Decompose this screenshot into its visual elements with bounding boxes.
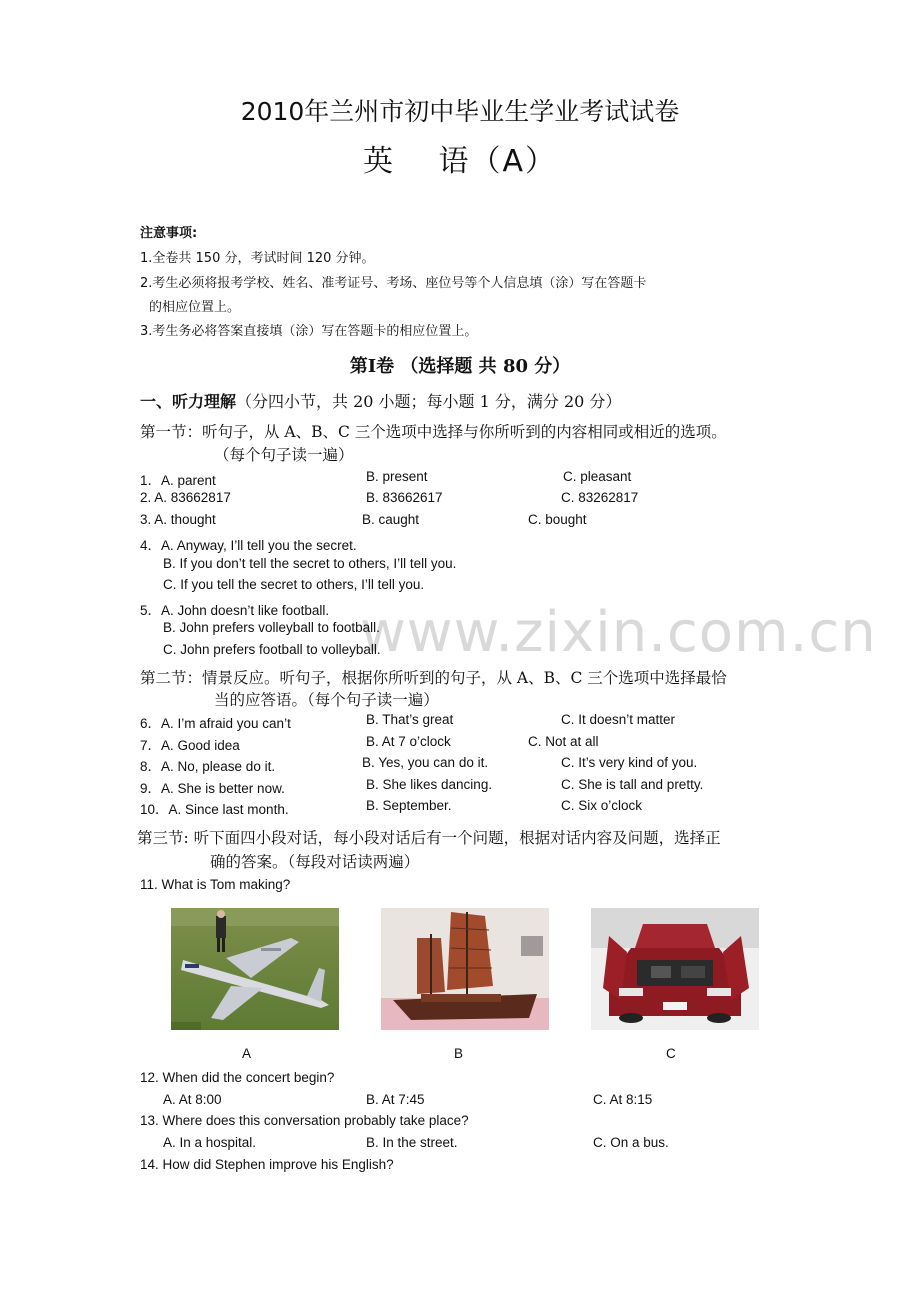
q3-option-c: C. bought — [528, 512, 587, 527]
exam-subtitle: 英 语（A） — [362, 144, 558, 179]
q7-option-a: 7．A. Good idea — [140, 738, 240, 753]
q8-option-b: B. Yes, you can do it. — [362, 755, 489, 770]
q9-option-a: 9．A. She is better now. — [140, 781, 285, 796]
q10-option-b: B. September. — [366, 798, 452, 813]
note-line: 2.考生必须将报考学校、姓名、准考证号、考场、座位号等个人信息填（涂）写在答题卡 — [140, 276, 647, 291]
q9-option-c: C. She is tall and pretty. — [561, 777, 704, 792]
part1-heading-bold: 一、听力理解 — [140, 392, 237, 411]
note-line: 3.考生务必将答案直接填（涂）写在答题卡的相应位置上。 — [140, 324, 478, 339]
airplane-model-image — [171, 908, 339, 1030]
q13-option-b: B. In the street. — [366, 1135, 458, 1150]
q6-option-b: B. That’s great — [366, 712, 454, 727]
q5-option-c: C. John prefers football to volleyball. — [163, 642, 381, 657]
sec1-instruction-2: （每个句子读一遍） — [214, 446, 354, 464]
sec3-instruction-2: 确的答案。（每段对话读两遍） — [210, 853, 420, 871]
q4-option-c: C. If you tell the secret to others, I’ll tell you. — [163, 577, 425, 592]
q7-option-c: C. Not at all — [528, 734, 599, 749]
sec2-instruction: 第二节：情景反应。听句子，根据你所听到的句子，从 A、B、C 三个选项中选择最恰 — [140, 669, 727, 687]
q7-option-b: B. At 7 o’clock — [366, 734, 451, 749]
image-label-c: C — [666, 1046, 676, 1061]
q1-option-a: 1．A. parent — [140, 473, 216, 488]
q1-option-c: C. pleasant — [563, 469, 632, 484]
q14-question: 14. How did Stephen improve his English? — [140, 1157, 394, 1172]
part1-heading — [140, 389, 621, 412]
note-line: 1.全卷共 150 分，考试时间 120 分钟。 — [140, 251, 375, 266]
q12-option-c: C. At 8:15 — [593, 1092, 653, 1107]
q13-question: 13. Where does this conversation probably take place? — [140, 1113, 469, 1128]
q8-option-a: 8．A. No, please do it. — [140, 759, 276, 774]
q1-option-b: B. present — [366, 469, 428, 484]
q3-option-a: 3. A. thought — [140, 512, 216, 527]
car-image — [591, 908, 759, 1030]
image-label-b: B — [454, 1046, 464, 1061]
exam-title: 2010年兰州市初中毕业生学业考试试卷 — [240, 97, 680, 126]
q4-option-a: 4．A. Anyway, I’ll tell you the secret. — [140, 538, 357, 553]
q6-option-a: 6．A. I’m afraid you can’t — [140, 716, 291, 731]
q5-option-a: 5．A. John doesn’t like football. — [140, 603, 330, 618]
q2-option-a: 2. A. 83662817 — [140, 490, 231, 505]
q12-option-a: A. At 8:00 — [163, 1092, 222, 1107]
sec1-instruction: 第一节：听句子，从 A、B、C 三个选项中选择与你所听到的内容相同或相近的选项。 — [140, 423, 727, 441]
notes-heading: 注意事项: — [140, 226, 198, 241]
boat-model-image — [381, 908, 549, 1030]
q13-option-a: A. In a hospital. — [163, 1135, 257, 1150]
part1-heading-rest: （分四小节，共 20 小题；每小题 1 分，满分 20 分） — [236, 392, 622, 411]
q2-option-b: B. 83662617 — [366, 490, 443, 505]
q12-question: 12. When did the concert begin? — [140, 1070, 335, 1085]
q13-option-c: C. On a bus. — [593, 1135, 669, 1150]
q6-option-c: C. It doesn’t matter — [561, 712, 676, 727]
q3-option-b: B. caught — [362, 512, 420, 527]
watermark: www.zixin.com.cn — [360, 600, 877, 665]
q2-option-c: C. 83262817 — [561, 490, 639, 505]
q5-option-b: B. John prefers volleyball to football. — [163, 620, 380, 635]
image-label-a: A — [242, 1046, 252, 1061]
section-title: 第Ⅰ卷 （选择题 共 80 分） — [349, 356, 571, 377]
q11-question: 11. What is Tom making? — [140, 877, 291, 892]
q9-option-b: B. She likes dancing. — [366, 777, 493, 792]
sec3-instruction: 第三节: 听下面四小段对话，每小段对话后有一个问题，根据对话内容及问题，选择正 — [137, 829, 721, 847]
sec2-instruction-2: 当的应答语。（每个句子读一遍） — [214, 691, 439, 709]
q12-option-b: B. At 7:45 — [366, 1092, 425, 1107]
note-line: 的相应位置上。 — [149, 300, 241, 315]
q4-option-b: B. If you don’t tell the secret to others, I’ll tell you. — [163, 556, 457, 571]
q10-option-a: 10．A. Since last month. — [140, 802, 289, 817]
q8-option-c: C. It’s very kind of you. — [561, 755, 698, 770]
q10-option-c: C. Six o’clock — [561, 798, 643, 813]
